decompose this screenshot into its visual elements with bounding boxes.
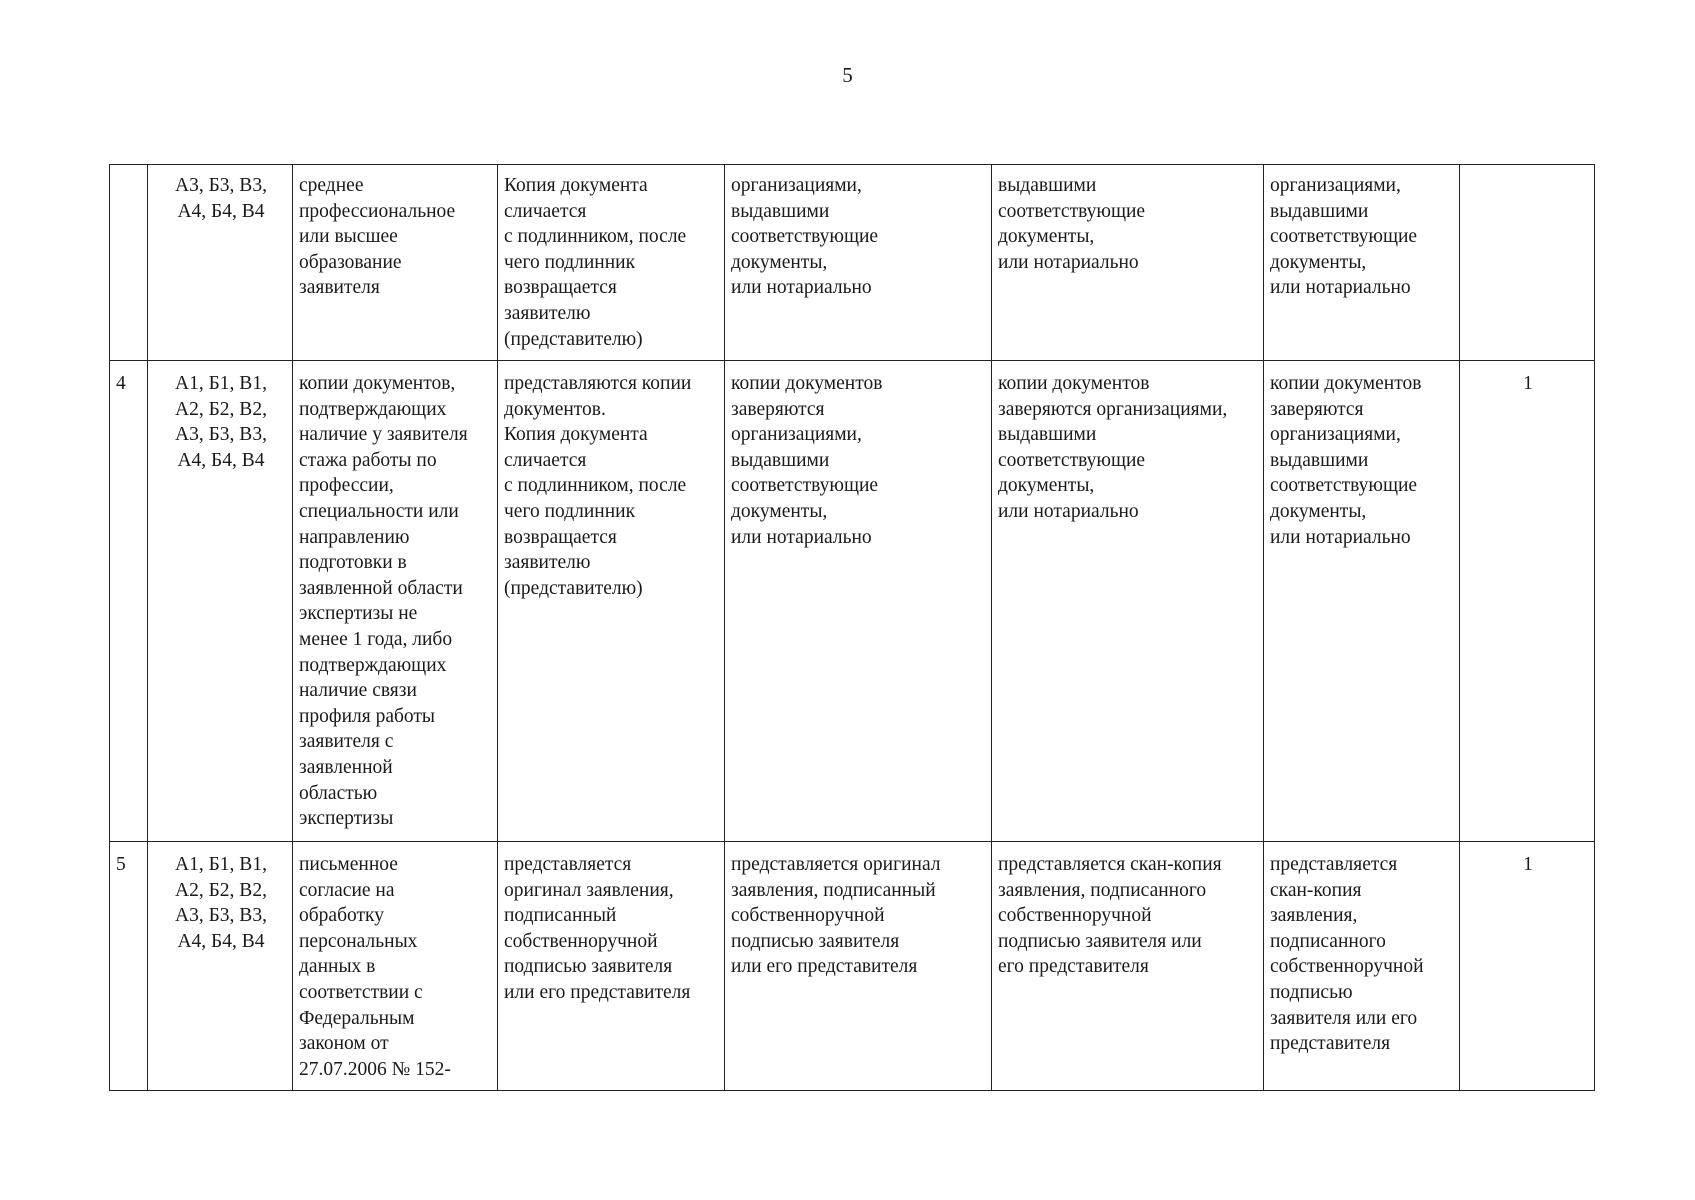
- page-number: 5: [842, 63, 853, 87]
- categories-cell: А1, Б1, В1, А2, Б2, В2, А3, Б3, В3, А4, Б4, В4: [148, 842, 293, 1091]
- certification-cell: представляется оригинал заявления, подписанный собственноручной подписью заявителя или его представителя: [725, 842, 992, 1091]
- count-cell: 1: [1460, 361, 1595, 842]
- documents-table: [109, 164, 1595, 1091]
- certification-cell: выдавшими соответствующие документы, или нотариально: [992, 165, 1264, 361]
- certification-cell: организациями, выдавшими соответствующие документы, или нотариально: [1264, 165, 1460, 361]
- certification-cell: организациями, выдавшими соответствующие документы, или нотариально: [725, 165, 992, 361]
- categories-cell: А3, Б3, В3, А4, Б4, В4: [148, 165, 293, 361]
- count-cell: [1460, 165, 1595, 361]
- row-number-cell: 5: [110, 842, 148, 1091]
- requirements-cell: представляются копии документов. Копия документа сличается с подлинником, после чего подлинник возвращается заявителю (представителю): [498, 361, 725, 842]
- document-cell: письменное согласие на обработку персональных данных в соответствии с Федеральным законом от 27.07.2006 № 152-: [293, 842, 498, 1091]
- table-row: [110, 165, 1595, 361]
- categories-cell: А1, Б1, В1, А2, Б2, В2, А3, Б3, В3, А4, Б4, В4: [148, 361, 293, 842]
- certification-cell: копии документов заверяются организациями, выдавшими соответствующие документы, или нотариально: [992, 361, 1264, 842]
- certification-cell: копии документов заверяются организациями, выдавшими соответствующие документы, или нотариально: [1264, 361, 1460, 842]
- row-number-cell: 4: [110, 361, 148, 842]
- requirements-cell: представляется оригинал заявления, подписанный собственноручной подписью заявителя или его представителя: [498, 842, 725, 1091]
- row-number-cell: [110, 165, 148, 361]
- certification-cell: представляется скан-копия заявления, подписанного собственноручной подписью заявителя или его представителя: [992, 842, 1264, 1091]
- document-cell: среднее профессиональное или высшее образование заявителя: [293, 165, 498, 361]
- table-row: [110, 842, 1595, 1091]
- count-cell: 1: [1460, 842, 1595, 1091]
- certification-cell: представляется скан-копия заявления, подписанного собственноручной подписью заявителя или его представителя: [1264, 842, 1460, 1091]
- certification-cell: копии документов заверяются организациями, выдавшими соответствующие документы, или нотариально: [725, 361, 992, 842]
- table-row: [110, 361, 1595, 842]
- document-cell: копии документов, подтверждающих наличие у заявителя стажа работы по профессии, специальности или направлению подготовки в заявленной области экспертизы не менее 1 года, либо подтверждающих наличие связи профиля работы заявителя с заявленной областью экспертизы: [293, 361, 498, 842]
- requirements-cell: Копия документа сличается с подлинником, после чего подлинник возвращается заявителю (представителю): [498, 165, 725, 361]
